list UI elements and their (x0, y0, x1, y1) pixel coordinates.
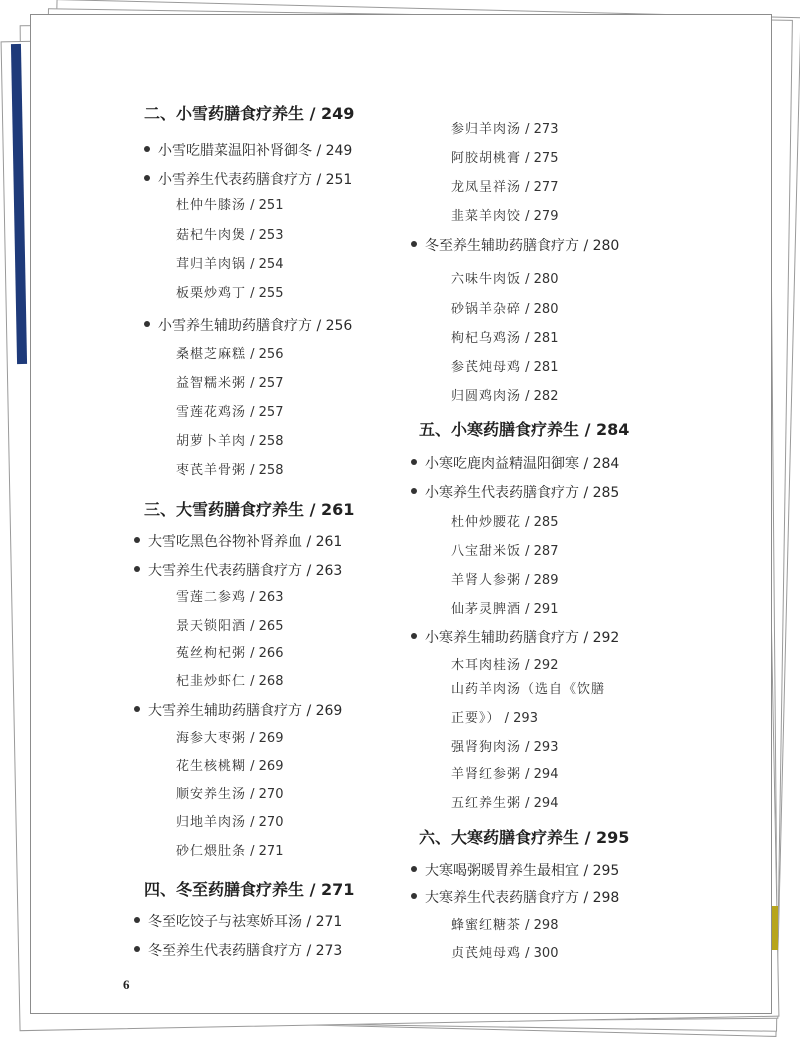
entry-page-number: / 292 (521, 658, 559, 673)
entry-title: 枸杞乌鸡汤 (451, 331, 522, 346)
recipe-item (451, 512, 558, 534)
entry-title: 仙茅灵脾酒 (451, 602, 522, 617)
recipe-item (176, 756, 283, 778)
recipe-item (451, 737, 558, 759)
recipe-item (451, 177, 558, 199)
entry-page-number: / 256 (312, 318, 353, 334)
recipe-item (451, 679, 605, 701)
entry-title: 木耳肉桂汤 (451, 658, 522, 673)
recipe-item (176, 812, 283, 834)
entry-page-number: / 287 (521, 544, 559, 559)
entry-title: 砂锅羊杂碎 (451, 302, 522, 317)
entry-title: 归地羊肉汤 (176, 815, 247, 830)
subsection-item (411, 453, 619, 475)
subsection-item (144, 315, 352, 337)
entry-page-number: / 253 (246, 228, 284, 243)
entry-title: 花生核桃糊 (176, 759, 247, 774)
subsection-item (134, 700, 342, 722)
subsection-item (411, 482, 619, 504)
recipe-item (451, 299, 558, 321)
bullet-icon (134, 917, 140, 923)
bullet-icon (144, 175, 150, 181)
recipe-item (451, 599, 558, 621)
recipe-item (176, 841, 283, 863)
entry-title: 四、冬至药膳食疗养生 (144, 880, 305, 899)
entry-title: 茸归羊肉锅 (176, 257, 247, 272)
entry-page-number: / 294 (521, 767, 559, 782)
entry-page-number: / 271 (302, 914, 343, 930)
subsection-item (144, 140, 352, 162)
entry-title: 韭菜羊肉饺 (451, 209, 522, 224)
entry-page-number: / 280 (579, 238, 620, 254)
entry-title: 雪莲二参鸡 (176, 590, 247, 605)
entry-page-number: / 279 (521, 209, 559, 224)
entry-page-number: / 284 (579, 420, 630, 439)
entry-page-number: / 285 (521, 515, 559, 530)
entry-title: 小寒养生代表药膳食疗方 (425, 485, 579, 501)
entry-page-number: / 273 (521, 122, 559, 137)
entry-page-number: / 254 (246, 257, 284, 272)
entry-page-number: / 294 (521, 796, 559, 811)
entry-page-number: / 300 (521, 946, 559, 961)
entry-page-number: / 257 (246, 376, 284, 391)
recipe-item (176, 643, 283, 665)
entry-title: 小雪养生代表药膳食疗方 (158, 172, 312, 188)
entry-title: 正要》） (451, 711, 501, 726)
bullet-icon (134, 706, 140, 712)
subsection-item (144, 169, 352, 191)
entry-page-number: / 282 (521, 389, 559, 404)
entry-title: 雪莲花鸡汤 (176, 405, 247, 420)
bullet-icon (134, 537, 140, 543)
recipe-item (451, 793, 558, 815)
entry-page-number: / 284 (579, 456, 620, 472)
entry-title: 菇杞牛肉煲 (176, 228, 247, 243)
entry-title: 羊肾红参粥 (451, 767, 522, 782)
bullet-icon (134, 946, 140, 952)
bullet-icon (134, 566, 140, 572)
recipe-item (176, 373, 283, 395)
recipe-item (176, 225, 283, 247)
subsection-item (134, 531, 342, 553)
entry-title: 小寒吃鹿肉益精温阳御寒 (425, 456, 579, 472)
entry-title: 大雪养生辅助药膳食疗方 (148, 703, 302, 719)
entry-page-number: / 298 (579, 890, 620, 906)
entry-title: 归圆鸡肉汤 (451, 389, 522, 404)
bullet-icon (144, 321, 150, 327)
entry-title: 大雪养生代表药膳食疗方 (148, 563, 302, 579)
entry-title: 六、大寒药膳食疗养生 (419, 828, 580, 847)
recipe-item (176, 283, 283, 305)
entry-title: 贞芪炖母鸡 (451, 946, 522, 961)
recipe-item (176, 728, 283, 750)
subsection-item (411, 860, 619, 882)
toc-page (30, 14, 772, 1014)
entry-page-number: / 292 (579, 630, 620, 646)
entry-page-number: / 291 (521, 602, 559, 617)
entry-page-number: / 280 (521, 302, 559, 317)
recipe-item (176, 671, 283, 693)
entry-title: 羊肾人参粥 (451, 573, 522, 588)
bullet-icon (411, 893, 417, 899)
entry-title: 参归羊肉汤 (451, 122, 522, 137)
entry-title: 山药羊肉汤（选自《饮膳 (451, 682, 606, 697)
entry-title: 益智糯米粥 (176, 376, 247, 391)
entry-page-number: / 261 (304, 500, 355, 519)
entry-page-number: / 263 (246, 590, 284, 605)
entry-title: 小寒养生辅助药膳食疗方 (425, 630, 579, 646)
entry-page-number: / 270 (246, 815, 284, 830)
entry-title: 五、小寒药膳食疗养生 (419, 420, 580, 439)
entry-title: 板栗炒鸡丁 (176, 286, 247, 301)
subsection-item (134, 560, 342, 582)
entry-page-number: / 273 (302, 943, 343, 959)
entry-title: 冬至吃饺子与祛寒娇耳汤 (148, 914, 302, 930)
entry-title: 菟丝枸杞粥 (176, 646, 247, 661)
recipe-item (451, 357, 558, 379)
entry-title: 小雪吃腊菜温阳补肾御冬 (158, 143, 312, 159)
entry-page-number: / 263 (302, 563, 343, 579)
entry-page-number: / 265 (246, 619, 284, 634)
entry-page-number: / 251 (246, 198, 284, 213)
section-heading (419, 827, 629, 849)
entry-page-number: / 285 (579, 485, 620, 501)
entry-page-number: / 275 (521, 151, 559, 166)
recipe-item (451, 119, 558, 141)
entry-page-number: / 295 (579, 863, 620, 879)
recipe-item (176, 344, 283, 366)
entry-title: 六味牛肉饭 (451, 272, 522, 287)
recipe-item (176, 254, 283, 276)
entry-page-number: / 293 (521, 740, 559, 755)
entry-page-number: / 269 (302, 703, 343, 719)
recipe-item (176, 587, 283, 609)
entry-title: 冬至养生辅助药膳食疗方 (425, 238, 579, 254)
recipe-item (451, 269, 558, 291)
entry-page-number: / 251 (312, 172, 353, 188)
recipe-item (176, 784, 283, 806)
entry-title: 胡萝卜羊肉 (176, 434, 247, 449)
entry-title: 龙凤呈祥汤 (451, 180, 522, 195)
subsection-item (411, 235, 619, 257)
entry-title: 冬至养生代表药膳食疗方 (148, 943, 302, 959)
page-number: 6 (123, 977, 130, 992)
entry-page-number: / 293 (500, 711, 538, 726)
entry-page-number: / 266 (246, 646, 284, 661)
recipe-item (451, 386, 558, 408)
recipe-item (451, 764, 558, 786)
entry-page-number: / 281 (521, 331, 559, 346)
entry-title: 景天锁阳酒 (176, 619, 247, 634)
entry-page-number: / 271 (246, 844, 284, 859)
subsection-item (411, 887, 619, 909)
recipe-item (451, 328, 558, 350)
entry-title: 桑椹芝麻糕 (176, 347, 247, 362)
entry-page-number: / 269 (246, 731, 284, 746)
entry-page-number: / 295 (579, 828, 630, 847)
recipe-item (451, 943, 558, 965)
entry-page-number: / 257 (246, 405, 284, 420)
bullet-icon (411, 241, 417, 247)
entry-page-number: / 277 (521, 180, 559, 195)
entry-page-number: / 298 (521, 918, 559, 933)
entry-title: 蜂蜜红糖茶 (451, 918, 522, 933)
entry-title: 三、大雪药膳食疗养生 (144, 500, 305, 519)
entry-page-number: / 280 (521, 272, 559, 287)
entry-title: 小雪养生辅助药膳食疗方 (158, 318, 312, 334)
section-heading (419, 419, 629, 441)
entry-title: 大寒喝粥暖胃养生最相宜 (425, 863, 579, 879)
recipe-item (176, 431, 283, 453)
entry-title: 强肾狗肉汤 (451, 740, 522, 755)
entry-title: 二、小雪药膳食疗养生 (144, 104, 305, 123)
recipe-item (451, 915, 558, 937)
entry-title: 海参大枣粥 (176, 731, 247, 746)
recipe-item (451, 541, 558, 563)
subsection-item (411, 627, 619, 649)
section-heading (144, 499, 354, 521)
entry-page-number: / 261 (302, 534, 343, 550)
entry-page-number: / 256 (246, 347, 284, 362)
entry-title: 砂仁煨肚条 (176, 844, 247, 859)
entry-page-number: / 289 (521, 573, 559, 588)
recipe-item (451, 148, 558, 170)
bullet-icon (411, 633, 417, 639)
bullet-icon (411, 488, 417, 494)
recipe-item (176, 195, 283, 217)
book-edge-mark (772, 906, 778, 950)
entry-title: 枣芪羊骨粥 (176, 463, 247, 478)
entry-page-number: / 271 (304, 880, 355, 899)
recipe-item (451, 206, 558, 228)
entry-title: 大雪吃黑色谷物补肾养血 (148, 534, 302, 550)
bullet-icon (411, 866, 417, 872)
entry-title: 大寒养生代表药膳食疗方 (425, 890, 579, 906)
entry-page-number: / 258 (246, 463, 284, 478)
entry-page-number: / 249 (312, 143, 353, 159)
entry-title: 杜仲牛膝汤 (176, 198, 247, 213)
section-heading (144, 879, 354, 901)
entry-page-number: / 268 (246, 674, 284, 689)
entry-page-number: / 270 (246, 787, 284, 802)
recipe-item (451, 570, 558, 592)
entry-title: 杞韭炒虾仁 (176, 674, 247, 689)
entry-title: 顺安养生汤 (176, 787, 247, 802)
entry-title: 八宝甜米饭 (451, 544, 522, 559)
entry-page-number: / 281 (521, 360, 559, 375)
entry-title: 杜仲炒腰花 (451, 515, 522, 530)
subsection-item (134, 940, 342, 962)
bullet-icon (144, 146, 150, 152)
recipe-item (451, 655, 558, 677)
entry-page-number: / 255 (246, 286, 284, 301)
entry-title: 五红养生粥 (451, 796, 522, 811)
recipe-item (451, 708, 538, 730)
section-heading (144, 103, 354, 125)
subsection-item (134, 911, 342, 933)
recipe-item (176, 402, 283, 424)
recipe-item (176, 616, 283, 638)
entry-title: 阿胶胡桃膏 (451, 151, 522, 166)
entry-page-number: / 269 (246, 759, 284, 774)
bullet-icon (411, 459, 417, 465)
entry-title: 参芪炖母鸡 (451, 360, 522, 375)
recipe-item (176, 460, 283, 482)
entry-page-number: / 249 (304, 104, 355, 123)
entry-page-number: / 258 (246, 434, 284, 449)
